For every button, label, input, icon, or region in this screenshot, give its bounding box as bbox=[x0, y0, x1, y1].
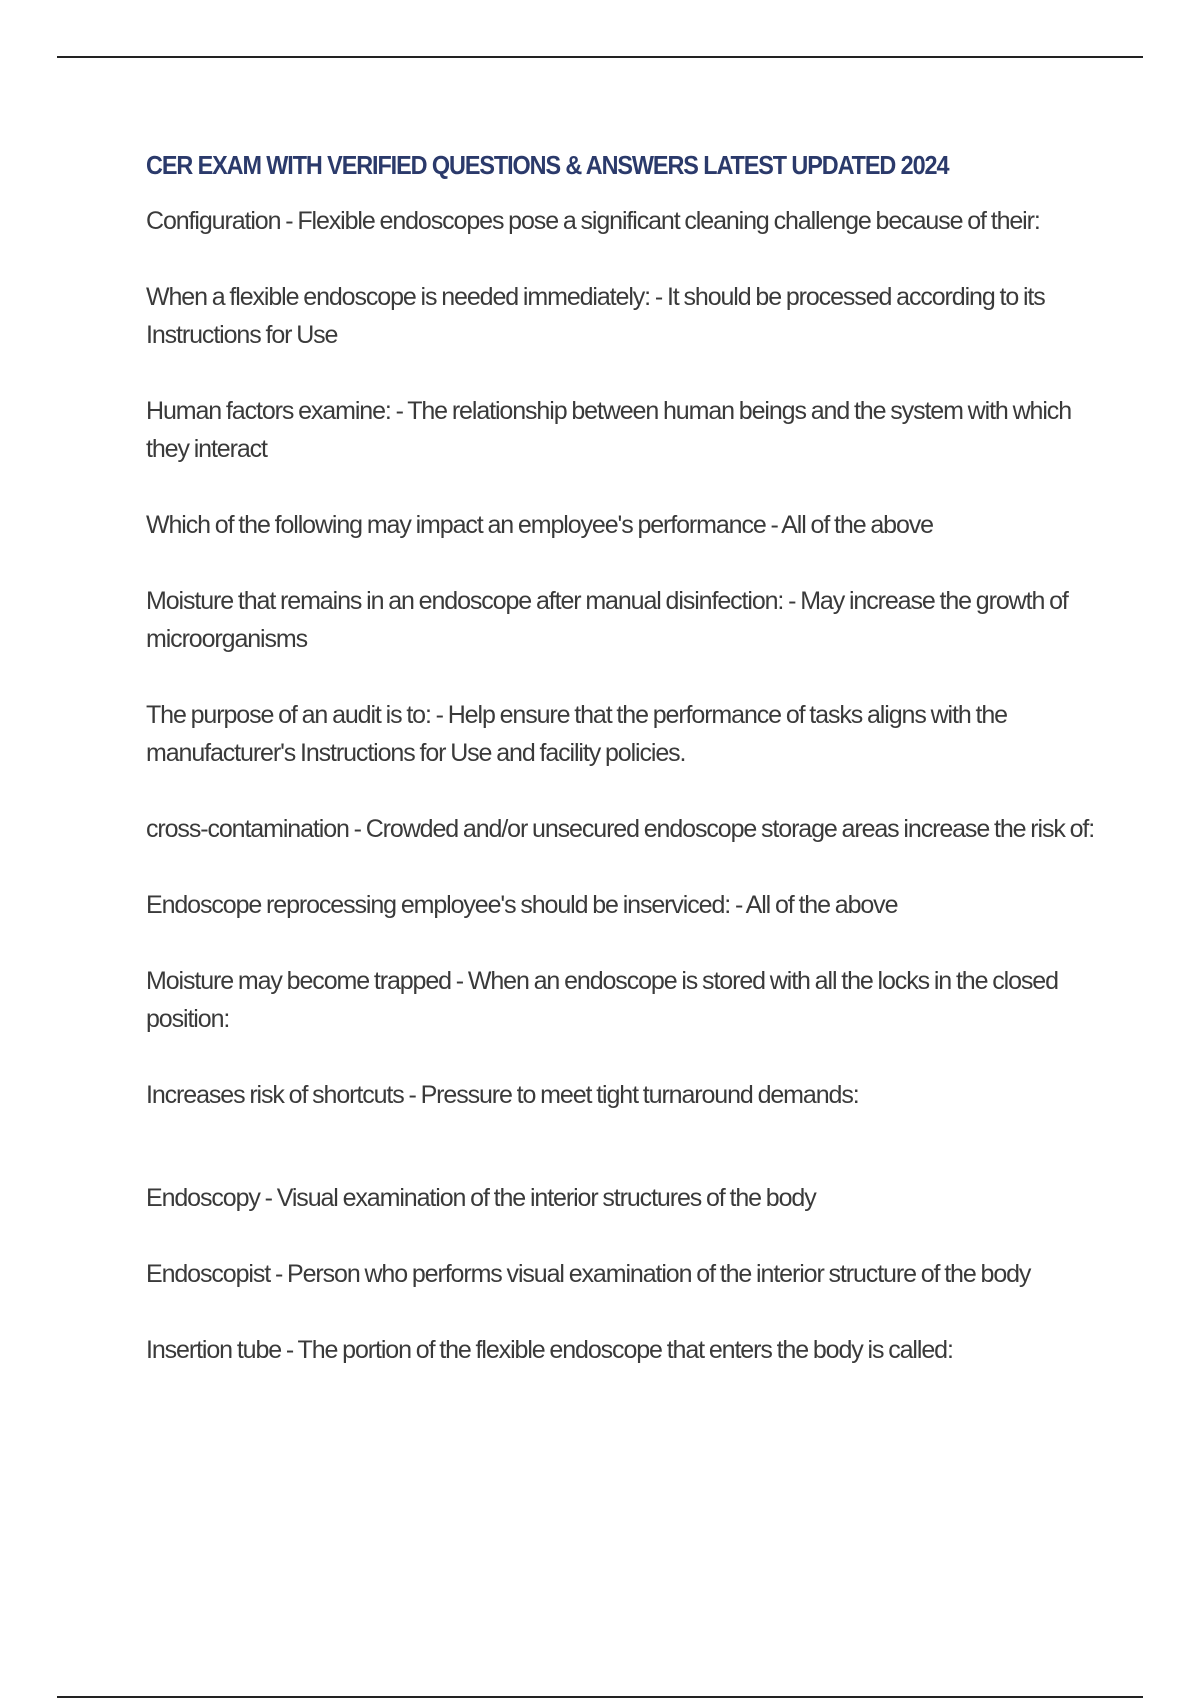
qa-item: Endoscope reprocessing employee's should be inserviced: - All of the above bbox=[146, 891, 898, 919]
qa-item: Insertion tube - The portion of the flexible endoscope that enters the body is called: bbox=[146, 1336, 953, 1364]
qa-item: Configuration - Flexible endoscopes pose a significant cleaning challenge because of their: bbox=[146, 207, 1040, 235]
qa-list bbox=[146, 202, 1096, 1369]
qa-item: Moisture may become trapped - When an endoscope is stored with all the locks in the closed position: bbox=[146, 967, 1058, 1033]
qa-item: When a flexible endoscope is needed immediately: - It should be processed according to its Instructions for Use bbox=[146, 283, 1045, 349]
bottom-rule bbox=[57, 1696, 1143, 1698]
document-body bbox=[146, 148, 1096, 1407]
document-title: CER EXAM WITH VERIFIED QUESTIONS & ANSWERS LATEST UPDATED 2024 bbox=[146, 150, 949, 180]
qa-item: Endoscopist - Person who performs visual examination of the interior structure of the body bbox=[146, 1260, 1031, 1288]
qa-item: Increases risk of shortcuts - Pressure to meet tight turnaround demands: bbox=[146, 1081, 859, 1109]
qa-item: The purpose of an audit is to: - Help ensure that the performance of tasks aligns with the manufacturer's Instructions for Use and facility policies. bbox=[146, 701, 1007, 767]
top-rule bbox=[57, 56, 1143, 58]
qa-item: cross-contamination - Crowded and/or unsecured endoscope storage areas increase the risk of: bbox=[146, 815, 1095, 843]
qa-item: Which of the following may impact an employee's performance - All of the above bbox=[146, 511, 933, 539]
qa-item: Moisture that remains in an endoscope after manual disinfection: - May increase the growth of microorganisms bbox=[146, 587, 1068, 653]
qa-item: Endoscopy - Visual examination of the interior structures of the body bbox=[146, 1184, 816, 1212]
qa-item: Human factors examine: - The relationship between human beings and the system with which they interact bbox=[146, 397, 1072, 463]
